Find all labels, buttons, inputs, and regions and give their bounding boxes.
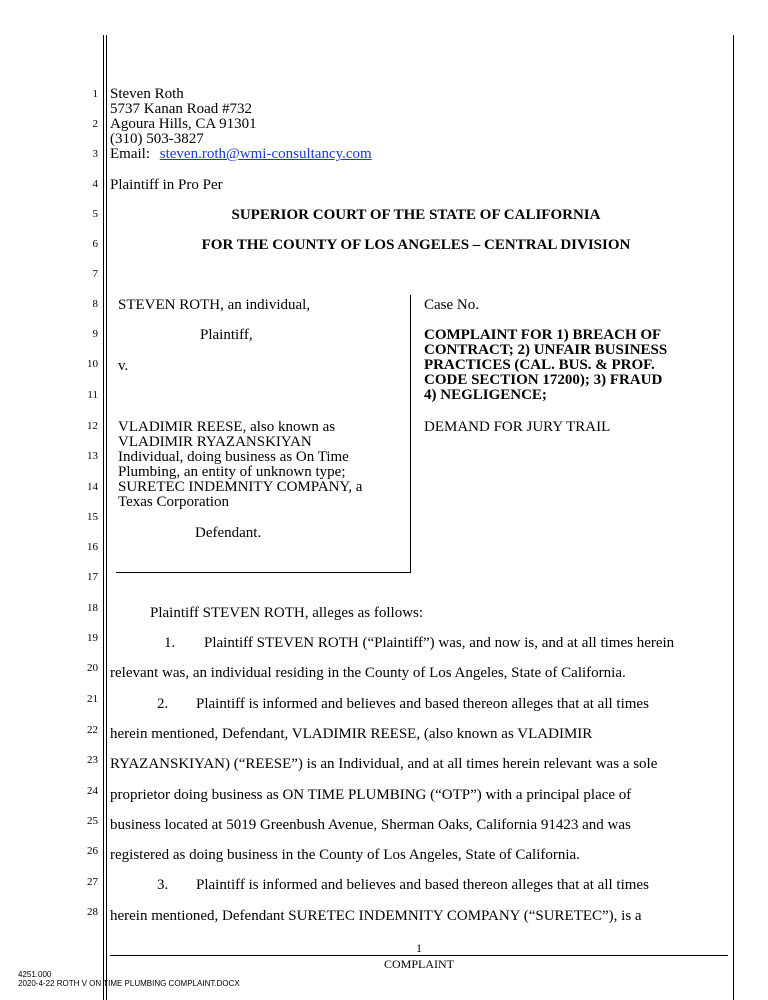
line-number: 24 [87, 785, 98, 797]
line-number: 28 [87, 906, 98, 918]
file-name: 2020-4-22 ROTH V ON TIME PLUMBING COMPLAINT.DOCX [18, 979, 240, 988]
line-number: 1 [92, 88, 98, 100]
line-number: 9 [92, 328, 98, 340]
footer-rule [110, 955, 728, 956]
complaint-title-line: CONTRACT; 2) UNFAIR BUSINESS [424, 342, 668, 358]
complaint-title-line: COMPLAINT FOR 1) BREACH OF [424, 327, 662, 343]
line-number: 10 [87, 358, 98, 370]
line-number: 8 [92, 298, 98, 310]
caption-defendant-role: Defendant. [195, 525, 262, 541]
paragraph-number: 1. [164, 635, 176, 651]
page-number: 1 [416, 941, 422, 955]
line-number: 19 [87, 632, 98, 644]
caption-bottom-rule [116, 572, 411, 573]
line-number: 20 [87, 662, 98, 674]
email-label: Email: [110, 146, 150, 162]
paragraph-1-line: relevant was, an individual residing in the County of Los Angeles, State of California. [110, 665, 626, 681]
line-number: 4 [92, 178, 98, 190]
paragraph-2-line: proprietor doing business as ON TIME PLUMBING (“OTP”) with a principal place of [110, 787, 632, 803]
caption-defendant-line: VLADIMIR RYAZANSKIYAN [118, 434, 312, 450]
paragraph-number: 2. [157, 696, 169, 712]
line-number: 7 [92, 268, 98, 280]
line-number: 18 [87, 602, 98, 614]
caption-defendant-line: Texas Corporation [118, 494, 230, 510]
paragraph-2-line: Plaintiff is informed and believes and based thereon alleges that at all times [196, 696, 649, 712]
margin-rule-left-inner [106, 35, 107, 1000]
line-number: 15 [87, 511, 98, 523]
paragraph-2-line: herein mentioned, Defendant, VLADIMIR REESE, (also known as VLADIMIR [110, 726, 593, 742]
caption-plaintiff: STEVEN ROTH, an individual, [118, 297, 311, 313]
line-number: 3 [92, 148, 98, 160]
caption-versus: v. [118, 358, 129, 374]
line-number: 17 [87, 571, 98, 583]
complaint-title-line: CODE SECTION 17200); 3) FRAUD [424, 372, 663, 388]
paragraph-2-line: registered as doing business in the County of Los Angeles, State of California. [110, 847, 580, 863]
court-title-line-1: SUPERIOR COURT OF THE STATE OF CALIFORNIA [231, 207, 601, 223]
line-number: 26 [87, 845, 98, 857]
line-number: 21 [87, 693, 98, 705]
margin-rule-left-outer [103, 35, 104, 1000]
plaintiff-status: Plaintiff in Pro Per [110, 177, 223, 193]
paragraph-number: 3. [157, 877, 169, 893]
address-line-1: 5737 Kanan Road #732 [110, 101, 253, 117]
margin-rule-right [733, 35, 734, 1000]
line-number: 27 [87, 876, 98, 888]
file-code: 4251.000 [18, 970, 52, 979]
complaint-title-line: PRACTICES (CAL. BUS. & PROF. [424, 357, 655, 373]
jury-demand: DEMAND FOR JURY TRAIL [424, 419, 611, 435]
line-number: 5 [92, 208, 98, 220]
line-number: 16 [87, 541, 98, 553]
paragraph-2-line: RYAZANSKIYAN) (“REESE”) is an Individual, and at all times herein relevant was a sole [110, 756, 658, 772]
line-number: 11 [87, 389, 98, 401]
complaint-title-line: 4) NEGLIGENCE; [424, 387, 547, 403]
email-line [110, 147, 372, 162]
footer-title: COMPLAINT [383, 957, 454, 971]
phone-number: (310) 503-3827 [110, 131, 204, 147]
caption-plaintiff-role: Plaintiff, [200, 327, 253, 343]
plaintiff-name: Steven Roth [110, 86, 184, 102]
paragraph-1-line: Plaintiff STEVEN ROTH (“Plaintiff”) was, and now is, and at all times herein [204, 635, 675, 651]
address-line-2: Agoura Hills, CA 91301 [110, 116, 257, 132]
line-number: 14 [87, 481, 98, 493]
paragraph-3-line: Plaintiff is informed and believes and based thereon alleges that at all times [196, 877, 649, 893]
caption-defendant-line: VLADIMIR REESE, also known as [118, 419, 336, 435]
caption-defendant-line: Individual, doing business as On Time [118, 449, 349, 465]
caption-defendant-line: SURETEC INDEMNITY COMPANY, a [118, 479, 363, 495]
line-number: 13 [87, 450, 98, 462]
line-number: 2 [92, 118, 98, 130]
paragraph-2-line: business located at 5019 Greenbush Avenue, Sherman Oaks, California 91423 and was [110, 817, 631, 833]
line-number: 6 [92, 238, 98, 250]
email-link[interactable]: steven.roth@wmi-consultancy.com [159, 146, 372, 162]
paragraph-3-line: herein mentioned, Defendant SURETEC INDEMNITY COMPANY (“SURETEC”), is a [110, 908, 642, 924]
line-number: 25 [87, 815, 98, 827]
caption-divider [410, 295, 411, 573]
case-number-label: Case No. [424, 297, 479, 313]
body-intro: Plaintiff STEVEN ROTH, alleges as follows: [150, 605, 424, 621]
line-number: 22 [87, 724, 98, 736]
line-number: 12 [87, 420, 98, 432]
court-title-line-2: FOR THE COUNTY OF LOS ANGELES – CENTRAL DIVISION [201, 237, 631, 253]
line-number: 23 [87, 754, 98, 766]
caption-defendant-line: Plumbing, an entity of unknown type; [118, 464, 346, 480]
